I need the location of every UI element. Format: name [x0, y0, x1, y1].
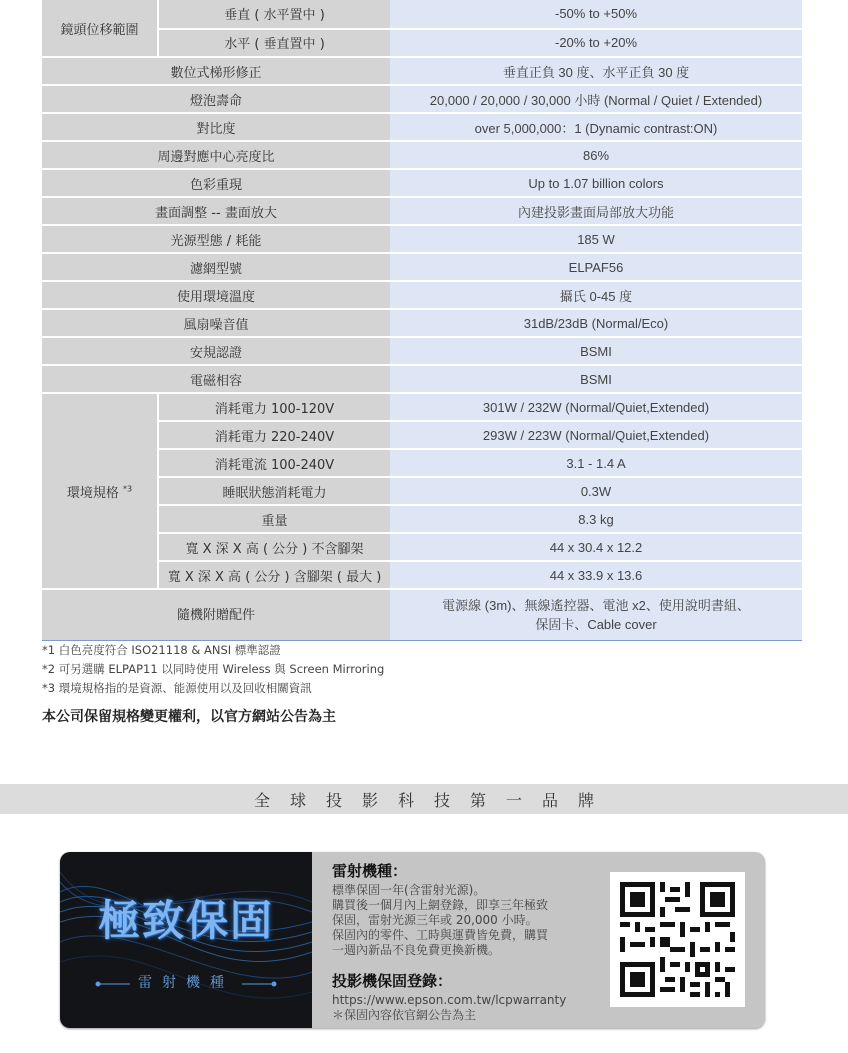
- row-value-emc: BSMI: [390, 365, 802, 393]
- row-label-filter: 濾網型號: [42, 253, 390, 281]
- row-label-temp: 使用環境溫度: [42, 281, 390, 309]
- footnote-2: *2 可另選購 ELPAP11 以同時使用 Wireless 與 Screen Mirroring: [42, 662, 385, 676]
- row-value-uniformity: 86%: [390, 141, 802, 169]
- env-value-power-100: 301W / 232W (Normal/Quiet,Extended): [390, 393, 802, 421]
- env-value-current: 3.1 - 1.4 A: [390, 449, 802, 477]
- footnote-3: *3 環境規格指的是資源、能源使用以及回收相關資訊: [42, 681, 312, 695]
- banner-subtitle: 雷射機種: [138, 975, 234, 991]
- brand-slogan: 全球投影科技第一品牌: [253, 790, 614, 810]
- row-label-horizontal-shift: 水平 ( 垂直置中 ): [158, 29, 390, 58]
- env-label-weight: 重量: [158, 505, 390, 533]
- env-value-weight: 8.3 kg: [390, 505, 802, 533]
- row-label-light-source: 光源型態 / 耗能: [42, 225, 390, 253]
- row-value-noise: 31dB/23dB (Normal/Eco): [390, 309, 802, 337]
- banner-text-panel: [332, 860, 622, 1023]
- accessories-line-1: 電源線 (3m)、無線遙控器、電池 x2、使用說明書組、: [442, 598, 750, 613]
- row-value-contrast: over 5,000,000：1 (Dynamic contrast:ON): [390, 113, 802, 141]
- row-value-light-source: 185 W: [390, 225, 802, 253]
- warranty-line-1: 標準保固一年(含雷射光源)。: [332, 883, 486, 897]
- row-value-zoom: 內建投影畫面局部放大功能: [390, 197, 802, 225]
- row-label-vertical-shift: 垂直 ( 水平置中 ): [158, 0, 390, 29]
- row-value-vertical-shift: -50% to +50%: [390, 0, 802, 29]
- env-label-dimensions-no-feet: 寬 X 深 X 高 ( 公分 ) 不含腳架: [158, 533, 390, 561]
- row-label-contrast: 對比度: [42, 113, 390, 141]
- row-label-uniformity: 周邊對應中心亮度比: [42, 141, 390, 169]
- environment-footnote-mark: *3: [123, 484, 133, 494]
- row-value-temp: 攝氏 0-45 度: [390, 281, 802, 309]
- row-label-noise: 風扇噪音值: [42, 309, 390, 337]
- row-value-lamp-life: 20,000 / 20,000 / 30,000 小時 (Normal / Quiet / Extended): [390, 85, 802, 113]
- row-label-color: 色彩重現: [42, 169, 390, 197]
- row-value-keystone: 垂直正負 30 度、水平正負 30 度: [390, 57, 802, 85]
- row-value-horizontal-shift: -20% to +20%: [390, 29, 802, 58]
- rights-notice: 本公司保留規格變更權利，以官方網站公告為主: [42, 709, 336, 725]
- footnote-1: *1 白色亮度符合 ISO21118 & ANSI 標準認證: [42, 643, 281, 657]
- warranty-line-2: 購買後一個月內上網登錄，即享三年極致: [332, 898, 549, 912]
- env-label-sleep-power: 睡眠狀態消耗電力: [158, 477, 390, 505]
- row-label-environment: [42, 393, 158, 589]
- row-label-keystone: 數位式梯形修正: [42, 57, 390, 85]
- qr-code[interactable]: [610, 872, 745, 1007]
- warranty-line-4: 保固內的零件、工時與運費皆免費，購買: [332, 928, 549, 942]
- row-label-accessories: 隨機附贈配件: [42, 589, 390, 641]
- registration-url[interactable]: https://www.epson.com.tw/lcpwarranty: [332, 993, 567, 1007]
- warranty-footnote: ＊保固內容依官網公告為主: [332, 1008, 477, 1022]
- row-label-lamp-life: 燈泡壽命: [42, 85, 390, 113]
- environment-label-text: 環境規格: [66, 485, 119, 501]
- footnotes: [42, 641, 384, 698]
- registration-heading: 投影機保固登錄：: [332, 972, 453, 990]
- row-value-filter: ELPAF56: [390, 253, 802, 281]
- brand-slogan-bar: [0, 784, 848, 814]
- warranty-line-3: 保固，雷射光源三年或 20,000 小時。: [332, 913, 538, 927]
- row-label-safety: 安規認證: [42, 337, 390, 365]
- env-value-dimensions-with-feet: 44 x 33.9 x 13.6: [390, 561, 802, 589]
- laser-models-heading: 雷射機種：: [332, 862, 408, 880]
- env-label-dimensions-with-feet: 寬 X 深 X 高 ( 公分 ) 含腳架 ( 最大 ): [158, 561, 390, 589]
- env-value-dimensions-no-feet: 44 x 30.4 x 12.2: [390, 533, 802, 561]
- row-value-accessories: [390, 589, 802, 641]
- row-label-lens-shift: 鏡頭位移範圍: [42, 0, 158, 57]
- env-label-current: 消耗電流 100-240V: [158, 449, 390, 477]
- warranty-line-5: 一週內新品不良免費更換新機。: [332, 943, 501, 957]
- env-value-sleep-power: 0.3W: [390, 477, 802, 505]
- spec-table: [42, 0, 802, 641]
- row-value-color: Up to 1.07 billion colors: [390, 169, 802, 197]
- qr-code-icon: [610, 872, 745, 1007]
- banner-graphic-panel: [60, 852, 312, 1028]
- accessories-line-2: 保固卡、Cable cover: [535, 617, 657, 632]
- row-label-zoom: 畫面調整 -- 畫面放大: [42, 197, 390, 225]
- env-label-power-220: 消耗電力 220-240V: [158, 421, 390, 449]
- warranty-banner: [60, 852, 765, 1028]
- row-label-emc: 電磁相容: [42, 365, 390, 393]
- env-value-power-220: 293W / 223W (Normal/Quiet,Extended): [390, 421, 802, 449]
- row-value-safety: BSMI: [390, 337, 802, 365]
- env-label-power-100: 消耗電力 100-120V: [158, 393, 390, 421]
- banner-title: 極致保固: [97, 896, 274, 945]
